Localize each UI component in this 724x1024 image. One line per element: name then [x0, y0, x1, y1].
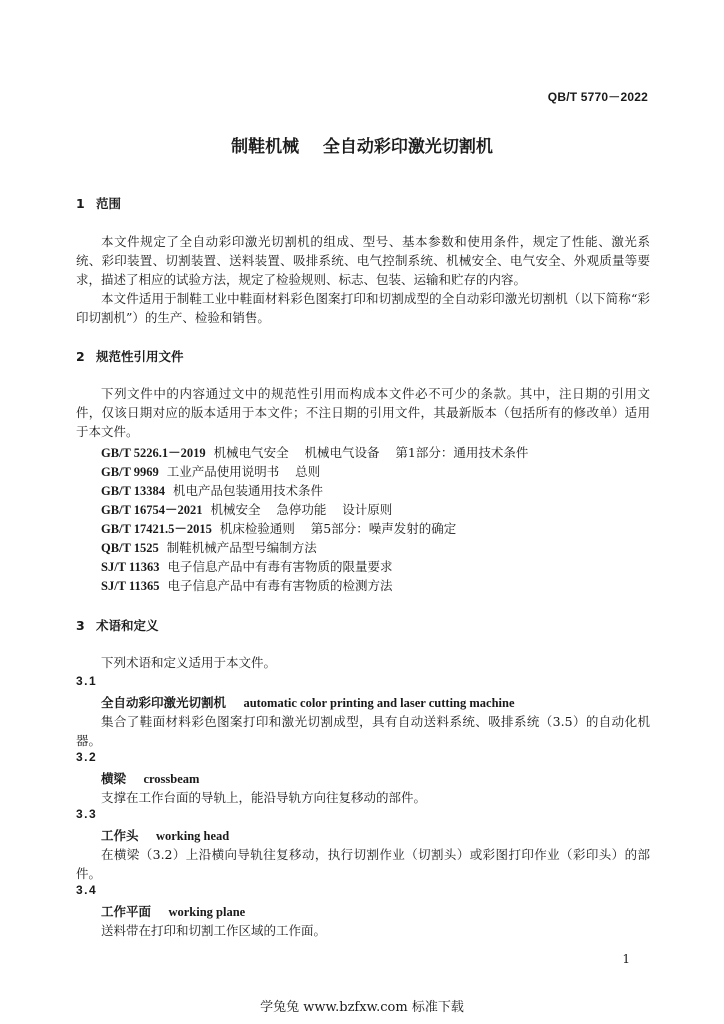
term-definition: 送料带在打印和切割工作区域的工作面。	[101, 923, 327, 938]
section-number: 2	[76, 349, 85, 364]
reference-title: 机电产品包装通用技术条件	[172, 483, 323, 498]
scope-paragraph-1: 本文件规定了全自动彩印激光切割机的组成、型号、基本参数和使用条件，规定了性能、激光系统、彩印装置、切割装置、送料装置、吸排系统、电气控制系统、机械安全、电气安全、外观质量等要求，描述了相应的试验方法，规定了检验规则、标志、包装、运输和贮存的内容。	[76, 234, 650, 287]
term-number: 3.3	[76, 807, 98, 821]
reference-item	[101, 443, 528, 461]
reference-item	[101, 500, 392, 518]
section-heading-normative	[76, 347, 184, 365]
section-title: 术语和定义	[96, 618, 159, 633]
page-number: 1	[622, 952, 630, 966]
reference-title: 制鞋机械产品型号编制方法	[166, 540, 317, 555]
term-zh: 全自动彩印激光切割机	[101, 695, 227, 710]
reference-title: 机械电气安全 机械电气设备 第1部分：通用技术条件	[213, 445, 529, 460]
scope-paragraph-2: 本文件适用于制鞋工业中鞋面材料彩色图案打印和切割成型的全自动彩印激光切割机（以下简称“彩印切割机”）的生产、检验和销售。	[76, 291, 650, 325]
term-heading	[101, 693, 515, 711]
reference-code: GB/T 16754－2021	[101, 503, 203, 517]
reference-title: 机床检验通则 第5部分：噪声发射的确定	[219, 521, 457, 536]
term-zh: 工作头	[101, 828, 139, 843]
term-en: automatic color printing and laser cutting machine	[243, 696, 515, 710]
reference-title: 电子信息产品中有毒有害物质的限量要求	[167, 559, 393, 574]
reference-code: GB/T 9969	[101, 465, 159, 479]
term-definition: 在横梁（3.2）上沿横向导轨往复移动，执行切割作业（切割头）或彩图打印作业（彩印头）的部件。	[76, 847, 650, 881]
watermark-footer: 学兔兔 www.bzfxw.com 标准下载	[260, 1000, 464, 1015]
section-title: 范围	[96, 196, 122, 211]
reference-title: 工业产品使用说明书 总则	[166, 464, 321, 479]
terms-intro: 下列术语和定义适用于本文件。	[101, 655, 277, 670]
term-definition: 集合了鞋面材料彩色图案打印和激光切割成型，具有自动送料系统、吸排系统（3.5）的自动化机器。	[76, 714, 650, 748]
term-heading	[101, 826, 229, 844]
term-heading	[101, 902, 245, 920]
term-definition: 支撑在工作台面的导轨上，能沿导轨方向往复移动的部件。	[101, 790, 427, 805]
reference-code: GB/T 5226.1－2019	[101, 446, 206, 460]
reference-item	[101, 576, 392, 594]
term-zh: 工作平面	[101, 904, 152, 919]
reference-title: 机械安全 急停功能 设计原则	[210, 502, 393, 517]
section-heading-terms	[76, 616, 159, 634]
section-heading-scope	[76, 194, 121, 212]
reference-code: GB/T 13384	[101, 484, 166, 498]
term-en: working plane	[168, 905, 246, 919]
term-number: 3.4	[76, 883, 98, 897]
term-number: 3.2	[76, 750, 98, 764]
section-number: 1	[76, 196, 85, 211]
reference-item	[101, 557, 392, 575]
reference-code: GB/T 17421.5－2015	[101, 522, 212, 536]
reference-item	[101, 481, 323, 499]
term-en: working head	[155, 829, 230, 843]
section-number: 3	[76, 618, 85, 633]
reference-title: 电子信息产品中有毒有害物质的检测方法	[167, 578, 393, 593]
term-number: 3.1	[76, 674, 98, 688]
reference-code: QB/T 1525	[101, 541, 159, 555]
normative-intro: 下列文件中的内容通过文中的规范性引用而构成本文件必不可少的条款。其中，注日期的引用文件，仅该日期对应的版本适用于本文件；不注日期的引用文件，其最新版本（包括所有的修改单）适用于本文件。	[76, 386, 650, 439]
term-en: crossbeam	[143, 772, 200, 786]
standard-code: QB/T 5770－2022	[547, 90, 648, 104]
document-title: 制鞋机械 全自动彩印激光切割机	[231, 137, 493, 157]
reference-code: SJ/T 11363	[101, 560, 160, 574]
reference-item	[101, 462, 320, 480]
term-heading	[101, 769, 199, 787]
reference-item	[101, 538, 317, 556]
term-zh: 横梁	[101, 771, 127, 786]
section-title: 规范性引用文件	[96, 349, 184, 364]
reference-code: SJ/T 11365	[101, 579, 160, 593]
reference-item	[101, 519, 456, 537]
